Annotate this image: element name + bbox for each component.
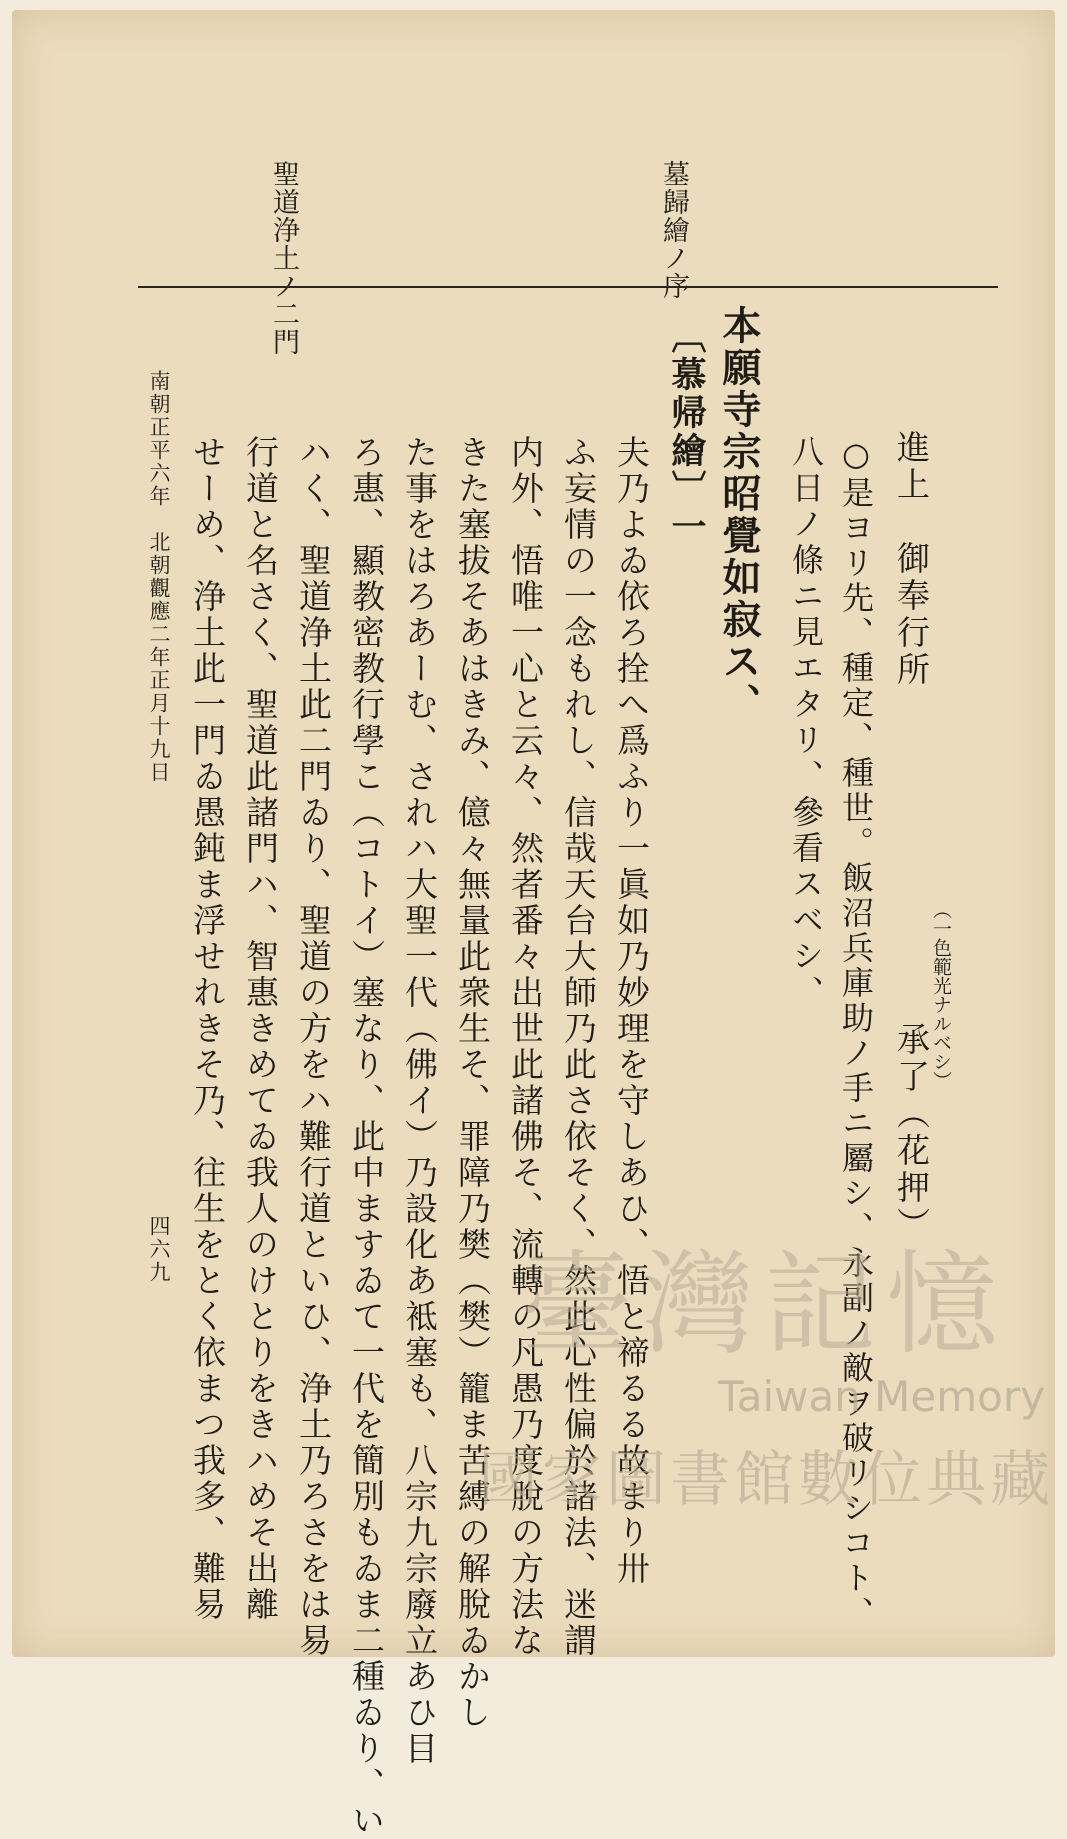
body-column-8: 行道と名さく、聖道此諸門ハ、智惠きめてゐ我人のけとりをきハめそ出離 (241, 435, 280, 1623)
marginal-title-boki-e: 墓歸繪ノ序 (658, 160, 689, 300)
text-column-1-note: （一色範光ナルベシ） (930, 900, 952, 1090)
text-column-3: 八日ノ條ニ見エタリ、參看スベシ、 (787, 435, 825, 1011)
watermark-logo-text: 臺灣記憶 (520, 1240, 1008, 1370)
body-column-9: せーめ、浄土此一門ゐ愚鈍ま浮せれきそ乃、往生をとく依まつ我多、難易 (188, 435, 227, 1623)
header-rule (138, 286, 998, 288)
body-column-4: きた塞拔そあはきみ、億々無量此衆生そ、罪障乃樊（樊）籠ま苦縛の解脫ゐかし (453, 435, 492, 1731)
body-column-2: ふ妄情の一念もれし、信哉天台大師乃此さ依そく、然此心性偏於諸法、迷謂 (559, 435, 598, 1659)
body-column-3: 内外、悟唯一心と云々、然者番々出世此諸佛そ、流轉の凡愚乃度脫の方法な (506, 435, 545, 1659)
date-note: 南朝正平六年 北朝觀應二年正月十九日 (147, 370, 171, 784)
source-heading: 〔慕帰繪〕一 (666, 318, 707, 546)
marginal-title-shodo-jodo: 聖道浄土ノ二門 (268, 160, 299, 356)
page-number: 四六九 (147, 1215, 171, 1284)
text-column-1: 進上 御奉行所 承了（花押） (892, 430, 931, 1244)
body-column-7: ハく、聖道浄土此二門ゐり、聖道の方をハ難行道といひ、浄土乃ろさをは易 (294, 435, 333, 1659)
text-column-2: ○是ヨリ先、種定、種世。飯沼兵庫助ノ手ニ屬シ、永副ノ敵ヲ破リシコト、 (837, 435, 875, 1631)
body-column-6: ろ惠、顯教密教行學こ（コトイ）塞なり、此中ますゐて一代を簡別もゐま二種ゐり、い (347, 435, 386, 1839)
entry-heading: 本願寺宗昭覺如寂ス、 (716, 305, 762, 725)
body-column-1: 夫乃よゐ依ろ拴へ爲ふり一眞如乃妙理を守しあひ、悟と禘るる故まり卅 (612, 435, 651, 1587)
watermark-chinese: 國家圖書館數位典藏 (478, 1445, 1054, 1515)
body-column-5: た事をはろあーむ、されハ大聖一代（佛イ）乃設化あ袛塞も、八宗九宗廢立あひ目 (400, 435, 439, 1767)
watermark-english: Taiwan Memory (718, 1372, 1045, 1421)
